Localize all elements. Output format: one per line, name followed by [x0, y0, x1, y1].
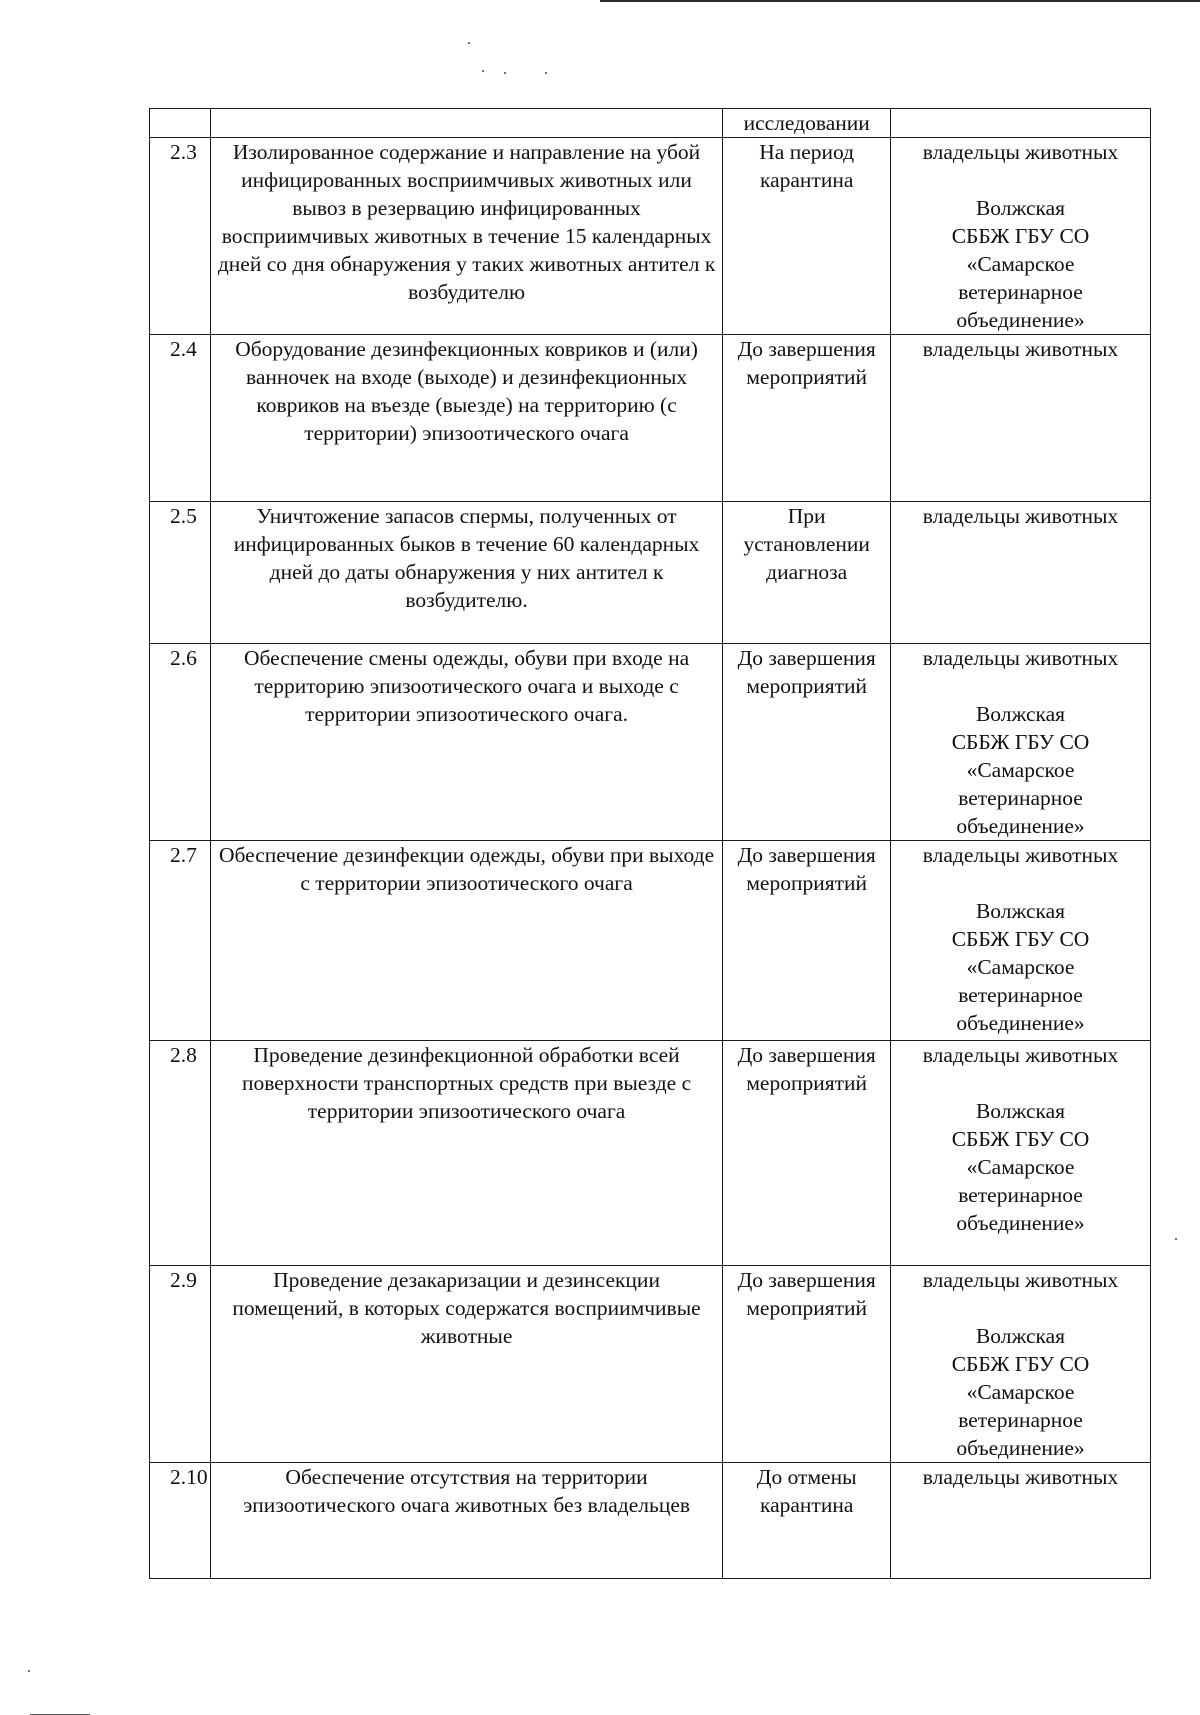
cell-term: До завершения мероприятий: [723, 1041, 891, 1266]
responsible-org-line: Волжская: [975, 1324, 1066, 1348]
cell-responsible: [891, 109, 1151, 138]
cell-action: Оборудование дезинфекционных ковриков и (или) ванночек на входе (выходе) и дезинфекционных ковриков на въезде (выезде) на территорию (с территории) эпизоотического очага: [210, 335, 723, 502]
responsible-org-line: ветеринарное: [958, 1183, 1083, 1207]
responsible-owner: владельцы животных: [922, 646, 1119, 670]
continuation-row: [150, 109, 1151, 138]
scan-speck: [504, 72, 506, 74]
cell-num: 2.5: [150, 502, 211, 644]
table-row: [150, 335, 1151, 502]
responsible-org-line: «Самарское: [966, 1380, 1075, 1404]
responsible-org-line: ветеринарное: [958, 1408, 1083, 1432]
scan-speck: [1175, 1238, 1177, 1240]
responsible-owner: владельцы животных: [922, 337, 1119, 361]
responsible-org-line: СББЖ ГБУ СО: [951, 224, 1090, 248]
responsible-org-line: объединение»: [956, 308, 1085, 332]
responsible-org-line: «Самарское: [966, 1155, 1075, 1179]
cell-action: Обеспечение отсутствия на территории эпизоотического очага животных без владельцев: [210, 1463, 723, 1579]
table-row: [150, 644, 1151, 841]
cell-term: До завершения мероприятий: [723, 335, 891, 502]
cell-action: Проведение дезакаризации и дезинсекции помещений, в которых содержатся восприимчивые животные: [210, 1266, 723, 1463]
responsible-owner: владельцы животных: [922, 504, 1119, 528]
cell-responsible: [891, 335, 1151, 502]
cell-term: До завершения мероприятий: [723, 1266, 891, 1463]
cell-num: 2.9: [150, 1266, 211, 1463]
responsible-org-line: ветеринарное: [958, 280, 1083, 304]
responsible-org-line: объединение»: [956, 1436, 1085, 1460]
spacer: [897, 1069, 1144, 1097]
responsible-org-line: Волжская: [975, 196, 1066, 220]
spacer: [897, 672, 1144, 700]
responsible-owner: владельцы животных: [922, 843, 1119, 867]
scan-speck: [28, 1670, 30, 1672]
cell-num: 2.10: [150, 1463, 211, 1579]
cell-responsible: [891, 1266, 1151, 1463]
cell-num: 2.4: [150, 335, 211, 502]
cell-action: Обеспечение дезинфекции одежды, обуви при выходе с территории эпизоотического очага: [210, 841, 723, 1041]
cell-num: 2.7: [150, 841, 211, 1041]
responsible-org-line: СББЖ ГБУ СО: [951, 1352, 1090, 1376]
responsible-org-line: объединение»: [956, 1211, 1085, 1235]
responsible-org-line: Волжская: [975, 1099, 1066, 1123]
cell-term: На период карантина: [723, 138, 891, 335]
cell-num: 2.8: [150, 1041, 211, 1266]
cell-term: До отмены карантина: [723, 1463, 891, 1579]
responsible-org-line: СББЖ ГБУ СО: [951, 1127, 1090, 1151]
table-row: [150, 1041, 1151, 1266]
responsible-org-line: СББЖ ГБУ СО: [951, 927, 1090, 951]
responsible-owner: владельцы животных: [922, 140, 1119, 164]
scan-speck: [545, 72, 547, 74]
responsible-owner: владельцы животных: [922, 1465, 1119, 1489]
cell-responsible: [891, 644, 1151, 841]
responsible-org-line: ветеринарное: [958, 786, 1083, 810]
cell-action: Уничтожение запасов спермы, полученных от инфицированных быков в течение 60 календарных дней до даты обнаружения у них антител к возбудителю.: [210, 502, 723, 644]
responsible-org-line: Волжская: [975, 899, 1066, 923]
cell-term: До завершения мероприятий: [723, 841, 891, 1041]
scan-speck: [482, 70, 484, 72]
table-row: [150, 138, 1151, 335]
responsible-org-line: объединение»: [956, 814, 1085, 838]
cell-action: Обеспечение смены одежды, обуви при входе на территорию эпизоотического очага и выходе с территории эпизоотического очага.: [210, 644, 723, 841]
spacer: [897, 869, 1144, 897]
cell-responsible: [891, 502, 1151, 644]
responsible-org-line: СББЖ ГБУ СО: [951, 730, 1090, 754]
cell-responsible: [891, 1463, 1151, 1579]
measures-table: [149, 108, 1151, 1579]
responsible-org-line: «Самарское: [966, 252, 1075, 276]
responsible-owner: владельцы животных: [922, 1043, 1119, 1067]
cell-action: Проведение дезинфекционной обработки всей поверхности транспортных средств при выезде с территории эпизоотического очага: [210, 1041, 723, 1266]
spacer: [897, 166, 1144, 194]
cell-num: 2.3: [150, 138, 211, 335]
cell-action: Изолированное содержание и направление на убой инфицированных восприимчивых животных или вывоз в резервацию инфицированных восприимчивых животных в течение 15 календарных дней со дня обнаружения у таких животных антител к возбудителю: [210, 138, 723, 335]
responsible-org-line: Волжская: [975, 702, 1066, 726]
cell-responsible: [891, 1041, 1151, 1266]
table-row: [150, 502, 1151, 644]
table-row: [150, 1266, 1151, 1463]
cell-term: исследовании: [723, 109, 891, 138]
scan-edge-line: [600, 0, 1200, 2]
responsible-owner: владельцы животных: [922, 1268, 1119, 1292]
cell-responsible: [891, 138, 1151, 335]
responsible-org-line: «Самарское: [966, 758, 1075, 782]
cell-term: При установлении диагноза: [723, 502, 891, 644]
spacer: [897, 1294, 1144, 1322]
scan-speck: [468, 42, 470, 44]
responsible-org-line: объединение»: [956, 1011, 1085, 1035]
cell-action: [210, 109, 723, 138]
responsible-org-line: ветеринарное: [958, 983, 1083, 1007]
table-row: [150, 1463, 1151, 1579]
table-row: [150, 841, 1151, 1041]
cell-responsible: [891, 841, 1151, 1041]
responsible-org-line: «Самарское: [966, 955, 1075, 979]
cell-num: [150, 109, 211, 138]
cell-num: 2.6: [150, 644, 211, 841]
cell-term: До завершения мероприятий: [723, 644, 891, 841]
